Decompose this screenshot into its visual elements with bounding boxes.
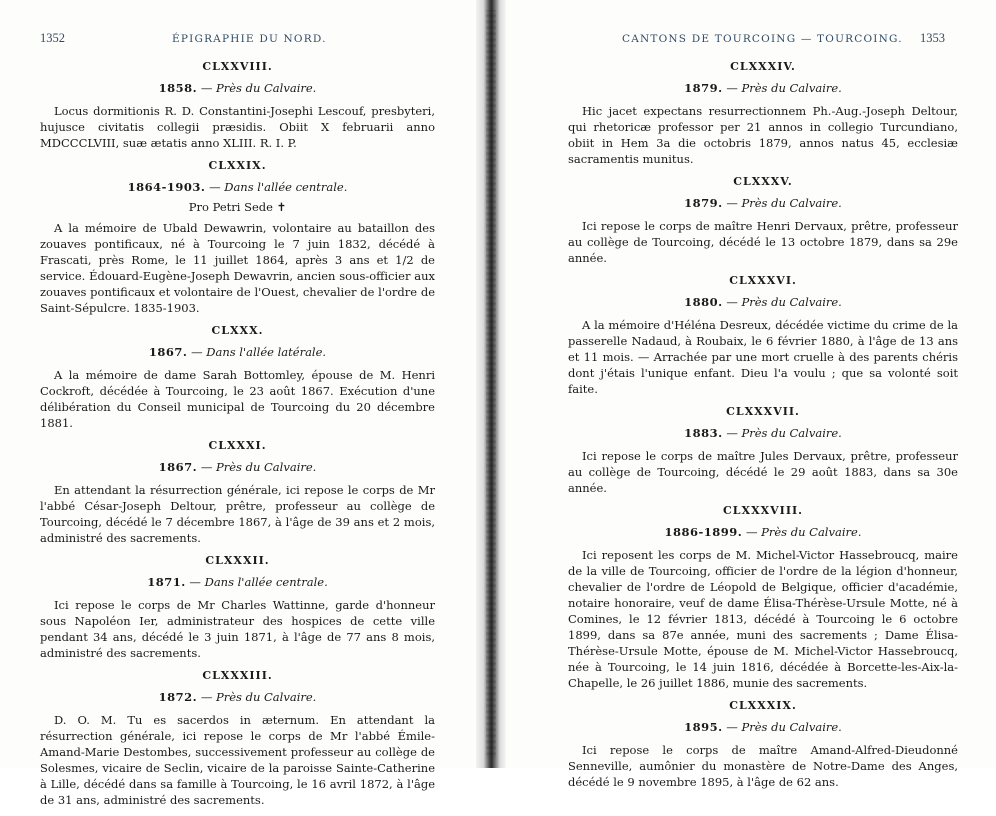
running-header: CANTONS DE TOURCOING — TOURCOING. bbox=[622, 33, 903, 45]
entry-location: 1895. — Près du Calvaire. bbox=[684, 720, 842, 734]
entry-location: 1867. — Près du Calvaire. bbox=[158, 460, 317, 474]
running-header: ÉPIGRAPHIE DU NORD. bbox=[172, 33, 327, 45]
entry-location: 1872. — Près du Calvaire. bbox=[158, 690, 317, 704]
entry-number: CLXXIX. bbox=[208, 159, 267, 172]
entry-year: 1864-1903. bbox=[127, 180, 206, 194]
entry-year: 1895. bbox=[684, 720, 723, 734]
inscription-entry bbox=[40, 324, 435, 431]
entry-number: CLXXXVI. bbox=[729, 274, 797, 287]
entry-number: CLXXXVII. bbox=[726, 405, 800, 418]
entry-number: CLXXXIV. bbox=[730, 60, 796, 73]
entry-location: 1879. — Près du Calvaire. bbox=[684, 196, 842, 210]
inscription-entry bbox=[568, 504, 958, 691]
entry-year: 1879. bbox=[684, 196, 723, 210]
entry-text: A la mémoire de Ubald Dewawrin, volontaire au bataillon des zouaves pontificaux, né à Tourcoing le 7 juin 1832, décédé à Frascati, près Rome, le 11 juillet 1864, après 3 ans et 1/2 de service. Édouard-Eugène-Joseph Dewavrin, ancien sous-officier aux zouaves pontificaux et volontaire de l'Ouest, chevalier de l'ordre de Saint-Sépulcre. 1835-1903. bbox=[40, 221, 435, 315]
entry-year: 1871. bbox=[147, 575, 186, 589]
entry-place: Près du Calvaire. bbox=[215, 460, 317, 474]
entry-place: Près du Calvaire. bbox=[741, 720, 842, 734]
entry-year: 1886-1899. bbox=[664, 525, 743, 539]
inscription-entry bbox=[568, 274, 958, 397]
entry-motto: Pro Petri Sede ✝ bbox=[188, 200, 287, 214]
inscription-entry bbox=[568, 60, 958, 167]
entry-text: Locus dormitionis R. D. Constantini-Josephi Lescouf, presbyteri, hujusce civitatis collegii præsidis. Obiit X februarii anno MDCCCLVIII, suæ ætatis anno XLIII. R. I. P. bbox=[40, 104, 435, 150]
entry-place: Dans l'allée centrale. bbox=[204, 575, 328, 589]
entry-year: 1867. bbox=[148, 345, 188, 359]
inscription-entry bbox=[568, 175, 958, 266]
entry-text: En attendant la résurrection générale, ici repose le corps de Mr l'abbé César-Joseph Deltour, prêtre, professeur au collège de Tourcoing, décédé le 7 décembre 1867, à l'âge de 39 ans et 2 mois, administré des sacrements. bbox=[40, 483, 435, 545]
entry-place: Dans l'allée latérale. bbox=[206, 345, 327, 359]
entry-number: CLXXXIX. bbox=[729, 699, 797, 712]
entry-text: Ici repose le corps de Mr Charles Wattinne, garde d'honneur sous Napoléon Ier, administrateur des hospices de cette ville pendant 34 ans, décédé le 3 juin 1871, à l'âge de 77 ans 8 mois, administré des sacrements. bbox=[40, 598, 435, 660]
entry-number: CLXXXVIII. bbox=[723, 504, 803, 517]
entry-place: Près du Calvaire. bbox=[741, 295, 842, 309]
inscription-entry bbox=[40, 554, 435, 661]
entry-text: A la mémoire d'Héléna Desreux, décédée victime du crime de la passerelle Nadaud, à Roubaix, le 6 février 1880, à l'âge de 13 ans et 11 mois. — Arrachée par une mort cruelle à des parents chéris dont j'étais l'unique enfant. Dieu l'a voulu ; que sa volonté soit faite. bbox=[568, 318, 958, 396]
entry-location: 1883. — Près du Calvaire. bbox=[684, 426, 842, 440]
entry-text: Ici repose le corps de maître Jules Dervaux, prêtre, professeur au collège de Tourcoing, décédé le 29 août 1883, dans sa 30e année. bbox=[568, 449, 958, 495]
entry-year: 1867. bbox=[158, 460, 198, 474]
entry-year: 1858. bbox=[158, 81, 198, 95]
entry-location: 1879. — Près du Calvaire. bbox=[684, 81, 842, 95]
entry-text: Ici repose le corps de maître Henri Dervaux, prêtre, professeur au collège de Tourcoing, décédé le 13 octobre 1879, dans sa 29e année. bbox=[568, 219, 958, 265]
entry-location: 1867. — Dans l'allée latérale. bbox=[148, 345, 327, 359]
entry-location: 1886-1899. — Près du Calvaire. bbox=[664, 525, 862, 539]
entry-number: CLXXXIII. bbox=[202, 669, 273, 682]
entry-place: Près du Calvaire. bbox=[215, 81, 317, 95]
entry-text: Ici repose le corps de maître Amand-Alfred-Dieudonné Senneville, aumônier du monastère de Notre-Dame des Anges, décédé le 9 novembre 1895, à l'âge de 62 ans. bbox=[568, 743, 958, 789]
inscription-entry bbox=[568, 699, 958, 790]
entry-text: Hic jacet expectans resurrectionnem Ph.-Aug.-Joseph Deltour, qui rhetoricæ professor per 21 annos in collegio Turcundiano, obiit in Hem 3a die octobris 1879, annos natus 45, ecclesiæ sacramentis munitus. bbox=[568, 104, 958, 166]
entry-location: 1858. — Près du Calvaire. bbox=[158, 81, 317, 95]
entry-location: 1871. — Dans l'allée centrale. bbox=[147, 575, 328, 589]
entry-year: 1879. bbox=[684, 81, 723, 95]
left-page bbox=[0, 0, 476, 807]
entry-number: CLXXVIII. bbox=[202, 60, 273, 73]
entry-place: Près du Calvaire. bbox=[215, 690, 317, 704]
entry-place: Près du Calvaire. bbox=[741, 426, 842, 440]
entry-place: Près du Calvaire. bbox=[741, 81, 842, 95]
entry-year: 1880. bbox=[684, 295, 723, 309]
inscription-entry bbox=[40, 159, 435, 316]
entry-location: 1864-1903. — Dans l'allée centrale. bbox=[127, 180, 348, 194]
right-page bbox=[506, 0, 996, 789]
entry-text: A la mémoire de dame Sarah Bottomley, épouse de M. Henri Cockroft, décédée à Tourcoing, le 23 août 1867. Exécution d'une délibération du Conseil municipal de Tourcoing du 20 décembre 1881. bbox=[40, 368, 435, 430]
entry-text: Ici reposent les corps de M. Michel-Victor Hassebroucq, maire de la ville de Tourcoing, officier de l'ordre de la légion d'honneur, chevalier de l'ordre de Léopold de Belgique, officier d'académie, notaire honoraire, veuf de dame Élisa-Thérèse-Ursule Motte, né à Comines, le 12 février 1813, décédé à Tourcoing le 6 octobre 1899, dans sa 87e année, muni des sacrements ; Dame Élisa-Thérèse-Ursule Motte, épouse de M. Michel-Victor Hassebroucq, née à Tourcoing, le 14 juin 1816, décédée à Borcette-les-Aix-la-Chapelle, le 26 juillet 1886, munie des sacrements. bbox=[568, 548, 958, 690]
entry-year: 1883. bbox=[684, 426, 723, 440]
page-number: 1353 bbox=[920, 31, 945, 45]
inscription-entry bbox=[568, 405, 958, 496]
entry-year: 1872. bbox=[158, 690, 198, 704]
inscription-entry bbox=[40, 669, 435, 808]
inscription-entry bbox=[40, 439, 435, 546]
entry-place: Près du Calvaire. bbox=[741, 196, 842, 210]
inscription-entry bbox=[40, 60, 435, 151]
entry-number: CLXXXII. bbox=[205, 554, 270, 567]
entry-place: Près du Calvaire. bbox=[761, 525, 862, 539]
entry-place: Dans l'allée centrale. bbox=[224, 180, 348, 194]
entry-number: CLXXX. bbox=[211, 324, 264, 337]
entry-text: D. O. M. Tu es sacerdos in æternum. En attendant la résurrection générale, ici repose le corps de Mr l'abbé Émile-Amand-Marie Destombes, successivement professeur au collège de Solesmes, vicaire de Seclin, vicaire de la paroisse Sainte-Catherine à Lille, décédé dans sa famille à Tourcoing, le 16 avril 1872, à l'âge de 31 ans, administré des sacrements. bbox=[40, 713, 435, 807]
right-column bbox=[568, 60, 958, 798]
page-number: 1352 bbox=[40, 31, 65, 45]
entry-location: 1880. — Près du Calvaire. bbox=[684, 295, 842, 309]
book-gutter bbox=[476, 0, 506, 768]
left-column bbox=[40, 60, 435, 816]
entry-number: CLXXXI. bbox=[208, 439, 267, 452]
entry-number: CLXXXV. bbox=[733, 175, 793, 188]
